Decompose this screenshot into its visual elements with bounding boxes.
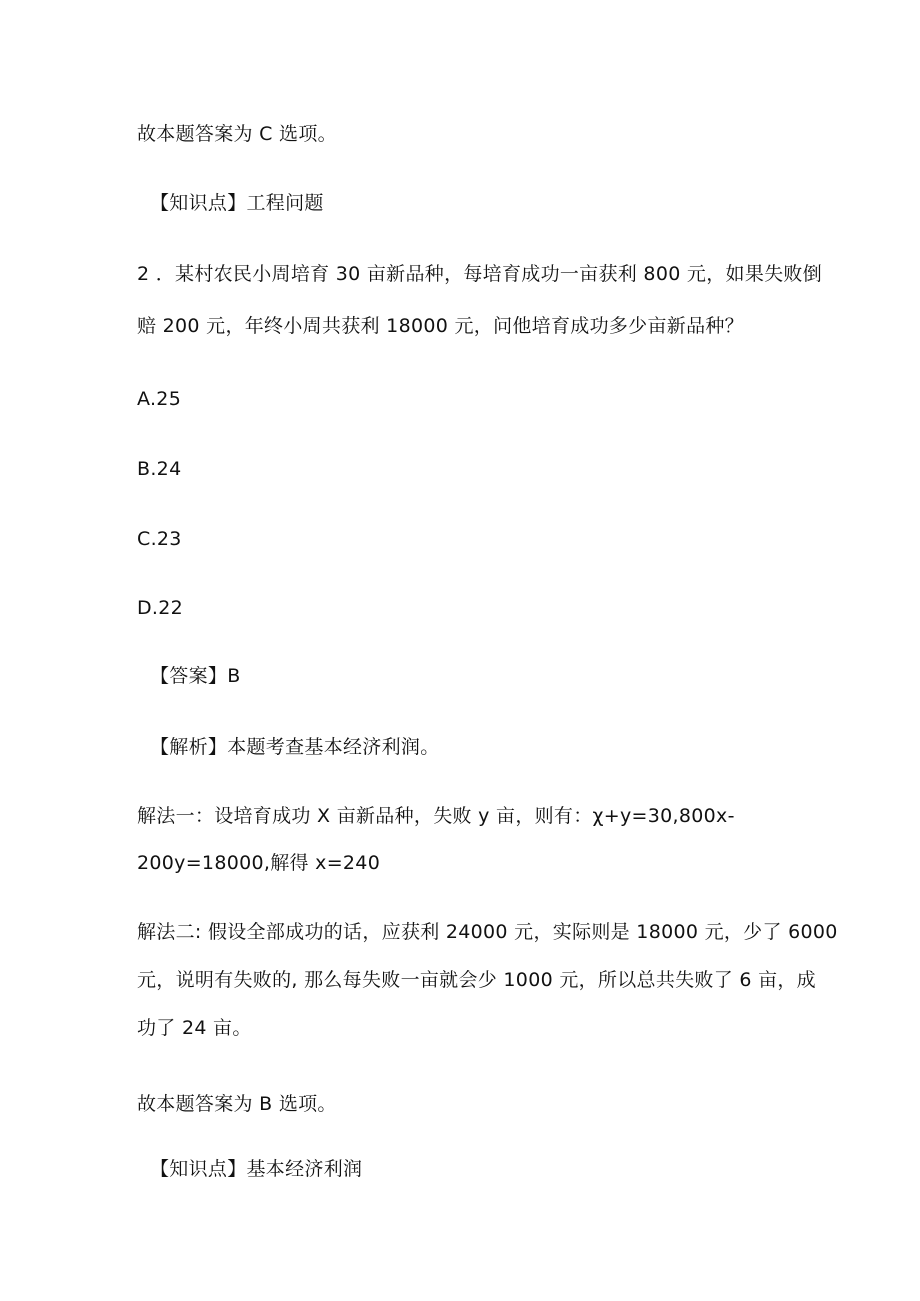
option-d: D.22 <box>137 597 184 619</box>
method-2-line-3: 功了 24 亩。 <box>137 1017 252 1039</box>
answer-line: 【答案】B <box>150 665 241 687</box>
option-c: C.23 <box>137 528 182 550</box>
method-1-line-2: 200y=18000,解得 x=240 <box>137 852 381 874</box>
option-b: B.24 <box>137 458 182 480</box>
previous-answer-line: 故本题答案为 C 选项。 <box>137 123 337 145</box>
analysis-line: 【解析】本题考查基本经济利润。 <box>150 736 440 758</box>
method-2-line-2: 元，说明有失败的, 那么每失败一亩就会少 1000 元，所以总共失败了 6 亩，成 <box>137 969 816 991</box>
method-1-line-1: 解法一：设培育成功 X 亩新品种，失败 y 亩，则有：χ+y=30,800x- <box>137 805 735 827</box>
question-2-line-2: 赔 200 元，年终小周共获利 18000 元，问他培育成功多少亩新品种？ <box>137 315 744 337</box>
knowledge-point-2: 【知识点】基本经济利润 <box>150 1158 363 1180</box>
method-2-line-1: 解法二: 假设全部成功的话，应获利 24000 元，实际则是 18000 元，少了 6000 <box>137 921 838 943</box>
final-answer-line: 故本题答案为 B 选项。 <box>137 1093 337 1115</box>
knowledge-point-1: 【知识点】工程问题 <box>150 192 324 214</box>
option-a: A.25 <box>137 388 182 410</box>
question-2-line-1: 2 ．某村农民小周培育 30 亩新品种，每培育成功一亩获利 800 元，如果失败倒 <box>137 263 823 285</box>
